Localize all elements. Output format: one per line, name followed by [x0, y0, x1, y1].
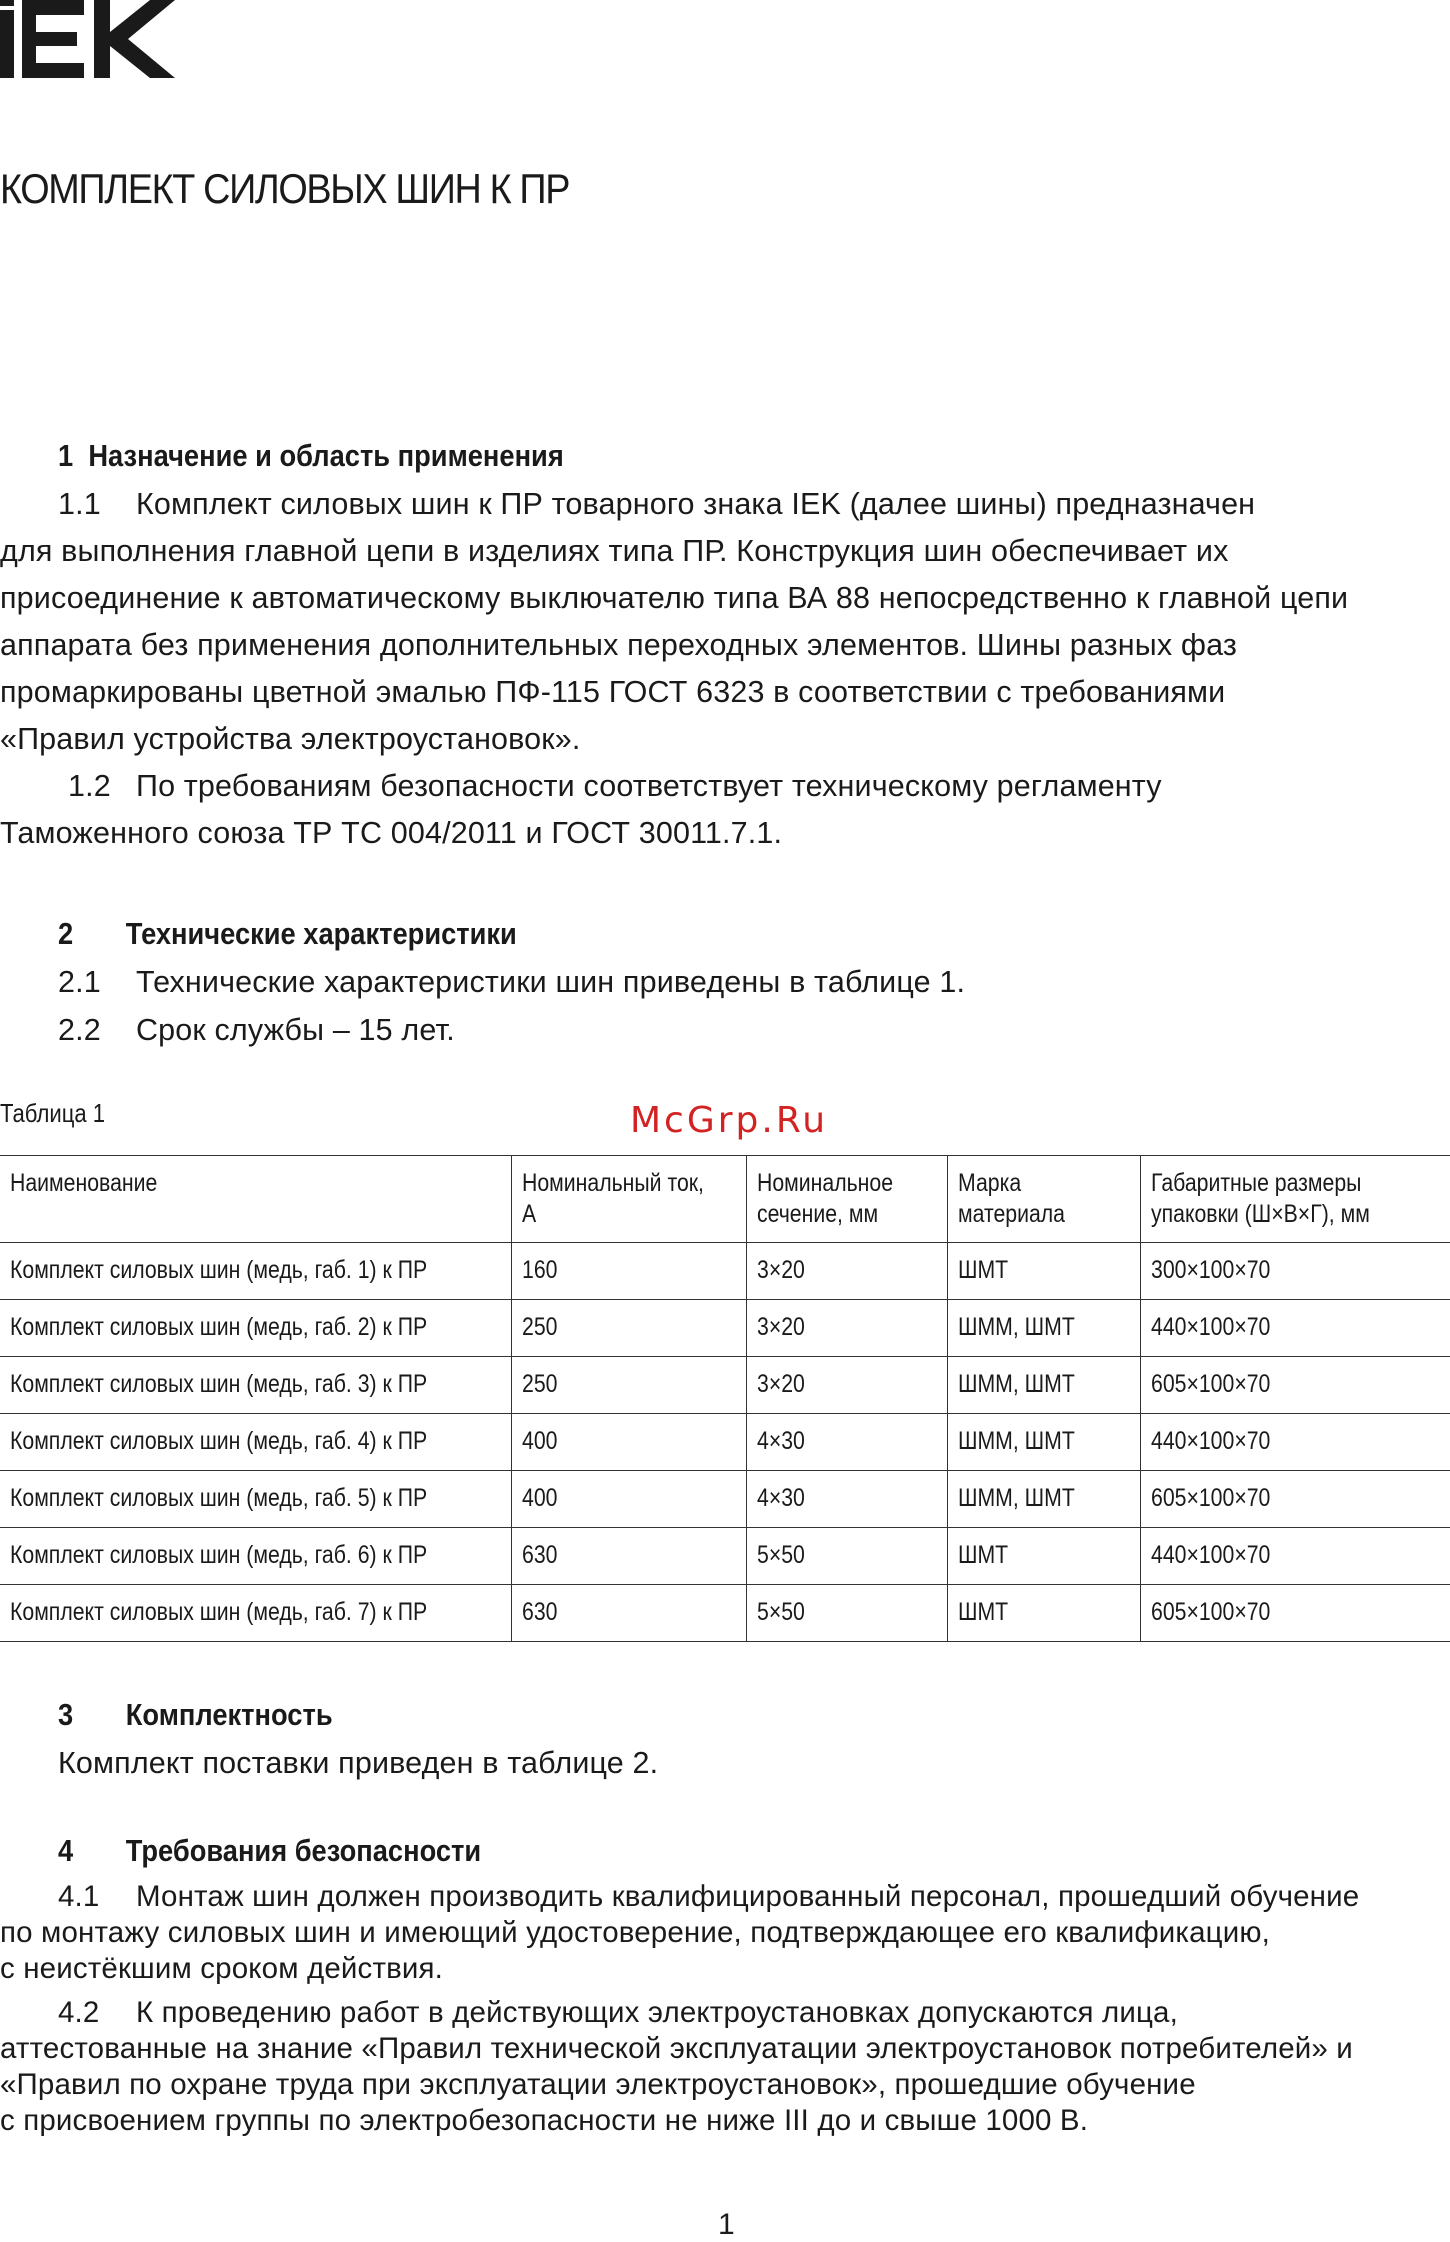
paragraph-line: с присвоением группы по электробезопасности не ниже III до и свыше 1000 В. — [0, 2104, 1089, 2137]
table-row — [0, 1357, 1450, 1414]
cell-name: Комплект силовых шин (медь, габ. 2) к ПР — [10, 1313, 428, 1341]
paragraph-line: присоединение к автоматическому выключателю типа ВА 88 непосредственно к главной цепи — [0, 581, 1349, 615]
cell-material: ШММ, ШМТ — [948, 1471, 1141, 1528]
cell-dimensions: 440×100×70 — [1141, 1300, 1450, 1357]
section-number: 1 — [58, 438, 74, 473]
table-caption: Таблица 1 — [0, 1098, 106, 1128]
cell-material: ШМТ — [948, 1528, 1141, 1585]
cell-name: Комплект силовых шин (медь, габ. 4) к ПР — [10, 1427, 428, 1455]
paragraph-line: Таможенного союза ТР ТС 004/2011 и ГОСТ 30011.7.1. — [0, 816, 783, 850]
paragraph-2-1 — [0, 959, 1450, 1006]
cell-dimensions: 440×100×70 — [1141, 1528, 1450, 1585]
cell-section: 4×30 — [746, 1414, 948, 1471]
document-title: КОМПЛЕКТ СИЛОВЫХ ШИН К ПР — [0, 165, 570, 212]
cell-current: 250 — [511, 1357, 746, 1414]
paragraph-number: 4.1 — [58, 1880, 100, 1913]
header-section: Номинальное сечение, мм — [746, 1156, 948, 1243]
cell-material: ШМТ — [948, 1585, 1141, 1642]
paragraph-line: К проведению работ в действующих электроустановках допускаются лица, — [136, 1996, 1178, 2029]
watermark: McGrp.Ru — [630, 1100, 829, 1141]
section-3-heading — [58, 1697, 333, 1733]
paragraph-line: По требованиям безопасности соответствует техническому регламенту — [136, 769, 1162, 803]
cell-name: Комплект силовых шин (медь, габ. 3) к ПР — [10, 1370, 428, 1398]
section-4-heading — [58, 1833, 481, 1869]
paragraph-line: для выполнения главной цепи в изделиях типа ПР. Конструкция шин обеспечивает их — [0, 534, 1229, 568]
cell-current: 400 — [511, 1414, 746, 1471]
paragraph-number: 2.2 — [58, 1013, 101, 1047]
paragraph-1-2 — [0, 763, 1450, 857]
paragraph-line: аттестованные на знание «Правил технической эксплуатации электроустановок потребителей» и — [0, 2032, 1353, 2065]
cell-dimensions: 605×100×70 — [1141, 1585, 1450, 1642]
cell-section: 3×20 — [746, 1300, 948, 1357]
paragraph-line: Технические характеристики шин приведены в таблице 1. — [136, 965, 966, 999]
paragraph-3 — [0, 1740, 1450, 1787]
cell-dimensions: 605×100×70 — [1141, 1471, 1450, 1528]
paragraph-4-2 — [0, 1995, 1450, 2139]
section-number: 2 — [58, 916, 74, 951]
paragraph-number: 2.1 — [58, 965, 101, 999]
cell-current: 630 — [511, 1585, 746, 1642]
table-row — [0, 1243, 1450, 1300]
cell-material: ШММ, ШМТ — [948, 1357, 1141, 1414]
section-title: Требования безопасности — [125, 1833, 482, 1868]
paragraph-line: «Правил устройства электроустановок». — [0, 722, 581, 756]
cell-name: Комплект силовых шин (медь, габ. 7) к ПР — [10, 1598, 428, 1626]
specifications-table — [0, 1155, 1450, 1642]
section-title: Технические характеристики — [125, 916, 517, 951]
iek-logo — [0, 0, 175, 80]
cell-name: Комплект силовых шин (медь, габ. 1) к ПР — [10, 1256, 428, 1284]
paragraph-line: аппарата без применения дополнительных переходных элементов. Шины разных фаз — [0, 628, 1238, 662]
cell-material: ШММ, ШМТ — [948, 1300, 1141, 1357]
section-title: Назначение и область применения — [88, 438, 564, 473]
cell-current: 160 — [511, 1243, 746, 1300]
header-material: Марка материала — [948, 1156, 1141, 1243]
table-row — [0, 1300, 1450, 1357]
table-header-row — [0, 1156, 1450, 1243]
cell-name: Комплект силовых шин (медь, габ. 6) к ПР — [10, 1541, 428, 1569]
paragraph-4-1 — [0, 1879, 1450, 1987]
cell-current: 400 — [511, 1471, 746, 1528]
cell-current: 250 — [511, 1300, 746, 1357]
cell-section: 4×30 — [746, 1471, 948, 1528]
paragraph-line: с неистёкшим сроком действия. — [0, 1952, 444, 1985]
paragraph-line: Комплект силовых шин к ПР товарного знака IEK (далее шины) предназначен — [136, 487, 1256, 521]
paragraph-line: «Правил по охране труда при эксплуатации электроустановок», прошедшие обучение — [0, 2068, 1196, 2101]
cell-dimensions: 605×100×70 — [1141, 1357, 1450, 1414]
header-name: Наименование — [10, 1169, 158, 1197]
section-number: 3 — [58, 1697, 74, 1732]
cell-section: 5×50 — [746, 1585, 948, 1642]
paragraph-line: Срок службы – 15 лет. — [136, 1013, 455, 1047]
cell-section: 5×50 — [746, 1528, 948, 1585]
cell-name: Комплект силовых шин (медь, габ. 5) к ПР — [10, 1484, 428, 1512]
page-number: 1 — [718, 2208, 735, 2241]
paragraph-number: 1.2 — [68, 769, 111, 803]
cell-material: ШММ, ШМТ — [948, 1414, 1141, 1471]
paragraph-line: Комплект поставки приведен в таблице 2. — [58, 1746, 659, 1780]
cell-dimensions: 440×100×70 — [1141, 1414, 1450, 1471]
paragraph-1-1 — [0, 481, 1450, 763]
section-number: 4 — [58, 1833, 74, 1868]
section-title: Комплектность — [125, 1697, 333, 1732]
paragraph-number: 4.2 — [58, 1996, 100, 2029]
cell-dimensions: 300×100×70 — [1141, 1243, 1450, 1300]
cell-current: 630 — [511, 1528, 746, 1585]
cell-material: ШМТ — [948, 1243, 1141, 1300]
cell-section: 3×20 — [746, 1243, 948, 1300]
table-row — [0, 1471, 1450, 1528]
table-row — [0, 1585, 1450, 1642]
paragraph-line: Монтаж шин должен производить квалифицированный персонал, прошедший обучение — [136, 1880, 1360, 1913]
paragraph-2-2 — [0, 1007, 1450, 1054]
paragraph-line: по монтажу силовых шин и имеющий удостоверение, подтверждающее его квалификацию, — [0, 1916, 1270, 1949]
header-current: Номинальный ток, А — [511, 1156, 746, 1243]
paragraph-line: промаркированы цветной эмалью ПФ-115 ГОСТ 6323 в соответствии с требованиями — [0, 675, 1226, 709]
section-2-heading — [58, 916, 517, 952]
cell-section: 3×20 — [746, 1357, 948, 1414]
table-row — [0, 1414, 1450, 1471]
paragraph-number: 1.1 — [58, 487, 101, 521]
header-dimensions: Габаритные размеры упаковки (Ш×В×Г), мм — [1141, 1156, 1450, 1243]
section-1-heading — [58, 438, 564, 474]
table-row — [0, 1528, 1450, 1585]
